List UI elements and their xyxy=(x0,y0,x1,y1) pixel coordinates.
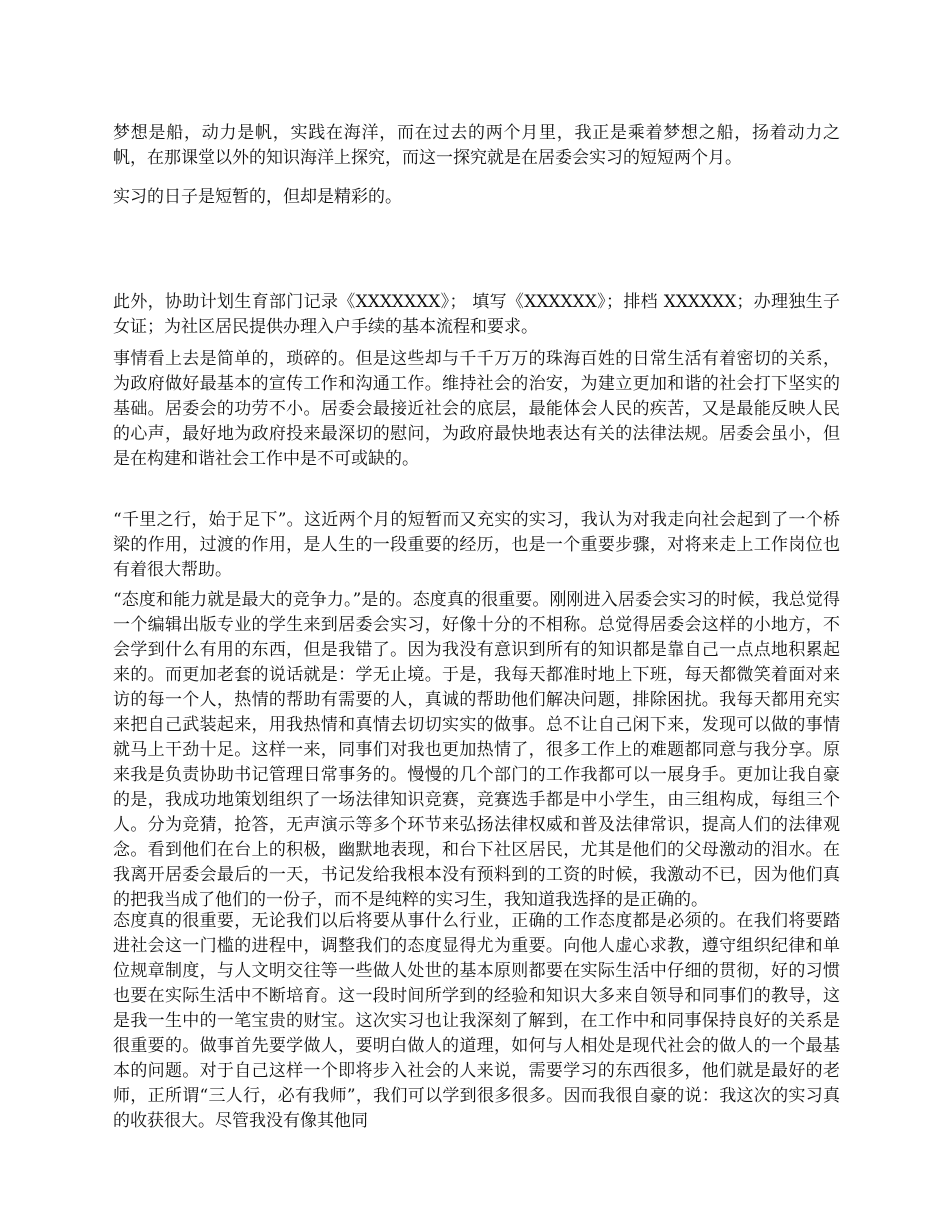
paragraph-dream: 梦想是船，动力是帆，实践在海洋，而在过去的两个月里，我正是乘着梦想之船，扬着动力之帆，在那课堂以外的知识海洋上探究，而这一探究就是在居委会实习的短短两个月。 xyxy=(113,123,840,168)
paragraph-attitude: “态度和能力就是最大的竞争力。”是的。态度真的很重要。刚刚进入居委会实习的时候，我总觉得一个编辑出版专业的学生来到居委会实习，好像十分的不相称。总觉得居委会这样的小地方，不会学到什么有用的东西，但是我错了。因为我没有意识到所有的知识都是靠自己一点点地积累起来的。而更加老套的说话就是：学无止境。于是，我每天都准时地上下班，每天都微笑着面对来访的每一个人，热情的帮助有需要的人，真诚的帮助他们解决问题，排除困扰。我每天都用充实来把自己武装起来，用我热情和真情去切切实实的做事。总不让自己闲下来，发现可以做的事情就马上干劲十足。这样一来，同事们对我也更加热情了，很多工作上的难题都同意与我分享。原来我是负责协助书记管理日常事务的。慢慢的几个部门的工作我都可以一展身手。更加让我自豪的是，我成功地策划组织了一场法律知识竞赛，竞赛选手都是中小学生，由三组构成，每组三个人。分为竞猜，抢答，无声演示等多个环节来弘扬法律权威和普及法律常识，提高人们的法律观念。看到他们在台上的积极，幽默地表现，和台下社区居民，尤其是他们的父母激动的泪水。在我离开居委会最后的一天，书记发给我根本没有预料到的工资的时候，我激动不已，因为他们真的把我当成了他们的一份子，而不是纯粹的实习生，我知道我选择的是正确的。 xyxy=(113,590,840,910)
paragraph-journey: “千里之行，始于足下”。这近两个月的短暂而又充实的实习，我认为对我走向社会起到了一个桥梁的作用，过渡的作用，是人生的一段重要的经历，也是一个重要步骤，对将来走上工作岗位也有着很大帮助。 xyxy=(113,510,840,580)
paragraph-conclusion: 态度真的很重要，无论我们以后将要从事什么行业，正确的工作态度都是必须的。在我们将要踏进社会这一门槛的进程中，调整我们的态度显得尤为重要。向他人虚心求教，遵守组织纪律和单位规章制度，与人文明交往等一些做人处世的基本原则都要在实际生活中仔细的贯彻，好的习惯也要在实际生活中不断培育。这一段时间所学到的经验和知识大多来自领导和同事们的教导，这是我一生中的一笔宝贵的财宝。这次实习也让我深刻了解到，在工作中和同事保持良好的关系是很重要的。做事首先要学做人，要明白做人的道理，如何与人相处是现代社会的做人的一个最基本的问题。对于自己这样一个即将步入社会的人来说，需要学习的东西很多，他们就是最好的老师，正所谓“三人行，必有我师”，我们可以学到很多很多。因而我很自豪的说：我这次的实习真的收获很大。尽管我没有像其他同 xyxy=(113,911,840,1131)
paragraph-tasks: 此外，协助计划生育部门记录《XXXXXXX》； 填写《XXXXXX》；排档 XXXXXX；办理独生子女证；为社区居民提供办理入户手续的基本流程和要求。 xyxy=(113,292,840,337)
paragraph-community-role: 事情看上去是简单的，琐碎的。但是这些却与千千万万的珠海百姓的日常生活有着密切的关系，为政府做好最基本的宣传工作和沟通工作。维持社会的治安，为建立更加和谐的社会打下坚实的基础。居委会的功劳不小。居委会最接近社会的底层，最能体会人民的疾苦，又是最能反映人民的心声，最好地为政府投来最深切的慰问，为政府最快地表达有关的法律法规。居委会虽小，但是在构建和谐社会工作中是不可或缺的。 xyxy=(113,349,840,469)
paragraph-short-days: 实习的日子是短暂的，但却是精彩的。 xyxy=(113,187,402,207)
